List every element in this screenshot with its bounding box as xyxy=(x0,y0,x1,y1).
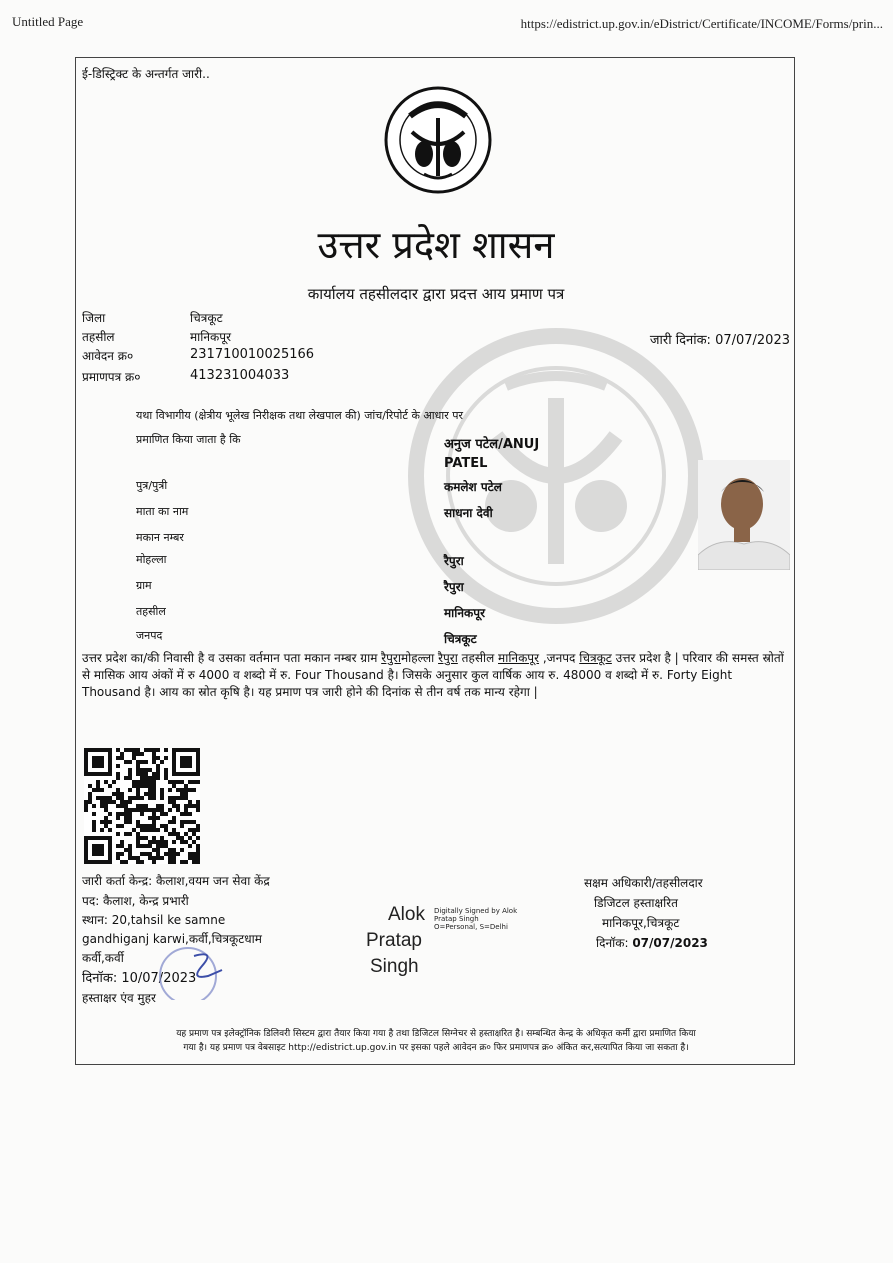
mother-value: साधना देवी xyxy=(444,506,493,520)
browser-url[interactable]: https://edistrict.up.gov.in/eDistrict/Certificate/INCOME/Forms/prin... xyxy=(520,16,883,31)
para-tehsil: मानिकपूर xyxy=(498,651,540,665)
signature-note-1: Digitally Signed by Alok xyxy=(434,907,518,915)
footer-line-2: गया है। यह प्रमाण पत्र वेबसाइट http://edistrict.up.gov.in पर इसका पहले आवेदन क्र० फिर प्रमाणपत्र क्र० अंकित कर,सत्यापित किया जा सकता है। xyxy=(183,1043,689,1053)
para-text-5: उत्तर प्रदेश है | परिवार की समस्त स्रोतों से मासिक आय अंकों में रु 4000 व शब्दो में रु. Four Thousand है। जिसके अनुसार कुल वार्षिक आय रु. 48000 व शब्दो में रु. Forty Eight Thousand है। आय का स्रोत कृषि है। यह प्रमाण पत्र जारी होने की दिनांक से तीन वर्ष तक मान्य रहेगा | xyxy=(82,651,784,699)
para-text-3: तहसील xyxy=(457,651,499,665)
issued-under-note: ई-डिस्ट्रिक्ट के अन्तर्गत जारी.. xyxy=(82,67,210,81)
para-village: रैपुरा xyxy=(381,651,401,665)
issuer-date: दिनॉक: 10/07/2023 xyxy=(82,971,197,986)
issuer-place-2: gandhiganj karwi,कर्वी,चित्रकूटधाम xyxy=(82,932,262,946)
qr-code xyxy=(84,748,200,864)
relation-label: पुत्र/पुत्री xyxy=(136,479,168,492)
issuer-sign-label: हस्ताक्षर एंव मुहर xyxy=(82,991,156,1005)
certificate-no-label: प्रमाणपत्र क्र० xyxy=(82,370,141,384)
certificate-heading: उत्तर प्रदेश शासन xyxy=(317,223,555,267)
para-district: चित्रकूट xyxy=(579,651,612,665)
footer-line-1: यह प्रमाण पत्र इलेक्ट्रॉनिक डिलिवरी सिस्टम द्वारा तैयार किया गया है तथा डिजिटल सिग्नेचर से हस्ताक्षरित है। सम्बन्धित केन्द्र के अधिकृत कर्मी द्वारा प्रमाणित किया xyxy=(176,1029,696,1039)
village-label: ग्राम xyxy=(136,579,152,592)
applicant-photo xyxy=(698,460,790,570)
authority-date-value: 07/07/2023 xyxy=(632,936,708,950)
authority-line-1: सक्षम अधिकारी/तहसीलदार xyxy=(584,876,703,890)
relation-value: कमलेश पटेल xyxy=(444,480,502,494)
para-text-1: उत्तर प्रदेश का/की निवासी है व उसका वर्तमान पता मकान नम्बर ग्राम xyxy=(82,651,382,665)
village-value: रैपुरा xyxy=(444,580,464,594)
footer-note xyxy=(82,1027,790,1055)
authority-date xyxy=(596,934,708,951)
certificate-subheading: कार्यालय तहसीलदार द्वारा प्रदत्त आय प्रमाण पत्र xyxy=(307,285,565,303)
signature-note-2: Pratap Singh xyxy=(434,915,479,923)
holder-name-line-2: PATEL xyxy=(444,456,488,471)
application-no-value: 231710010025166 xyxy=(190,347,315,362)
issue-date: जारी दिनांक: 07/07/2023 xyxy=(649,333,790,348)
certificate-no-value: 413231004033 xyxy=(190,368,290,383)
para-mohalla: रैपुरा xyxy=(438,651,458,665)
para-text-4: ,जनपद xyxy=(539,651,580,665)
signer-name-1: Alok xyxy=(388,904,425,925)
mother-label: माता का नाम xyxy=(136,505,189,518)
authority-date-label: दिनॉक: xyxy=(596,936,633,950)
field-district-label: जनपद xyxy=(136,629,163,642)
authority-line-2: डिजिटल हस्ताक्षरित xyxy=(594,896,678,910)
issuer-center: जारी कर्ता केन्द्र: कैलाश,वयम जन सेवा केंद्र xyxy=(82,874,270,888)
certificate xyxy=(75,57,795,1065)
mohalla-label: मोहल्ला xyxy=(136,553,167,566)
browser-page-title: Untitled Page xyxy=(12,14,84,29)
application-no-label: आवेदन क्र० xyxy=(82,349,134,363)
district-label: जिला xyxy=(82,311,106,325)
signer-name-3: Singh xyxy=(370,956,419,977)
field-district-value: चित्रकूट xyxy=(444,632,477,646)
issuer-place-1: स्थान: 20,tahsil ke samne xyxy=(82,913,226,927)
field-tehsil-value: मानिकपूर xyxy=(444,606,485,620)
signature-note-3: O=Personal, S=Delhi xyxy=(434,923,508,931)
district-value: चित्रकूट xyxy=(190,311,223,325)
issuer-seal-stamp xyxy=(146,936,238,1000)
tehsil-value: मानिकपूर xyxy=(190,330,231,344)
field-tehsil-label: तहसील xyxy=(136,605,166,618)
signer-name-2: Pratap xyxy=(366,930,422,951)
para-text-2: मोहल्ला xyxy=(400,651,439,665)
issuer-post: पद: कैलाश, केन्द्र प्रभारी xyxy=(82,894,189,908)
holder-name-line-1: अनुज पटेल/ANUJ xyxy=(444,437,540,452)
authority-line-3: मानिकपूर,चित्रकूट xyxy=(602,916,680,930)
declaration-paragraph xyxy=(82,650,788,701)
mohalla-value: रैपुरा xyxy=(444,554,464,568)
intro-line-1: यथा विभागीय (क्षेत्रीय भूलेख निरीक्षक तथा लेखपाल की) जांच/रिपोर्ट के आधार पर xyxy=(136,409,463,422)
tehsil-label: तहसील xyxy=(82,330,115,344)
house-label: मकान नम्बर xyxy=(136,531,184,544)
intro-line-2: प्रमाणित किया जाता है कि xyxy=(136,433,241,446)
issuer-place-3: कर्वी,कर्वी xyxy=(82,951,124,965)
up-government-emblem-icon xyxy=(384,86,492,194)
